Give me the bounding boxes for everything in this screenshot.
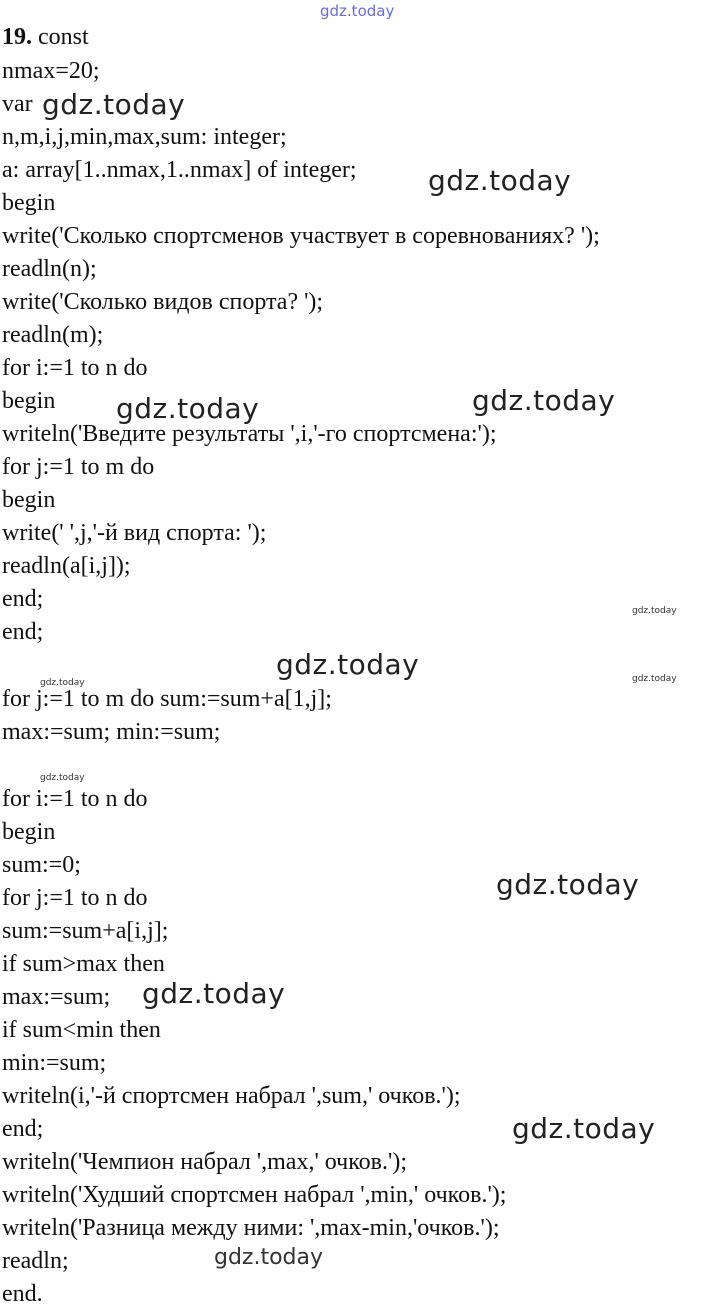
problem-number: 19.	[2, 24, 32, 50]
code-line-27: for j:=1 to n do	[2, 885, 148, 911]
code-line-15: begin	[2, 487, 56, 513]
code-line-18: end;	[2, 586, 44, 612]
code-line-2: nmax=20;	[2, 58, 100, 84]
code-text: const	[38, 24, 89, 50]
code-line-29: if sum>max then	[2, 951, 165, 977]
watermark: gdz.today	[40, 678, 85, 688]
code-line-32: min:=sum;	[2, 1050, 107, 1076]
watermark: gdz.today	[116, 392, 260, 425]
code-line-10: readln(m);	[2, 322, 104, 348]
watermark: gdz.today	[42, 88, 186, 121]
code-line-37: writeln('Разница между ними: ',max-min,'очков.');	[2, 1215, 500, 1241]
code-line-26: sum:=0;	[2, 852, 81, 878]
code-line-11: for i:=1 to n do	[2, 355, 148, 381]
code-line-14: for j:=1 to m do	[2, 454, 155, 480]
code-line-34: end;	[2, 1116, 44, 1142]
watermark: gdz.today	[142, 977, 286, 1010]
watermark: gdz.today	[496, 868, 640, 901]
code-line-25: begin	[2, 819, 56, 845]
watermark: gdz.today	[320, 2, 395, 20]
code-line-19: end;	[2, 619, 44, 645]
watermark: gdz.today	[276, 648, 420, 681]
watermark: gdz.today	[428, 164, 572, 197]
code-line-3: var	[2, 91, 33, 117]
code-line-33: writeln(i,'-й спортсмен набрал ',sum,' очков.');	[2, 1083, 461, 1109]
code-line-9: write('Сколько видов спорта? ');	[2, 289, 324, 315]
code-line-6: begin	[2, 190, 56, 216]
code-line-22: max:=sum; min:=sum;	[2, 719, 221, 745]
code-line-36: writeln('Худший спортсмен набрал ',min,' очков.');	[2, 1182, 507, 1208]
code-line-7: write('Сколько спортсменов участвует в соревнованиях? ');	[2, 223, 600, 249]
code-line-8: readln(n);	[2, 256, 97, 282]
code-line-12: begin	[2, 388, 56, 414]
watermark: gdz.today	[632, 674, 677, 684]
code-line-16: write(' ',j,'-й вид спорта: ');	[2, 520, 267, 546]
watermark: gdz.today	[512, 1112, 656, 1145]
watermark: gdz.today	[40, 773, 85, 783]
code-line-21: for j:=1 to m do sum:=sum+a[1,j];	[2, 686, 332, 712]
code-line-30: max:=sum;	[2, 984, 111, 1010]
watermark: gdz.today	[632, 606, 677, 616]
watermark: gdz.today	[214, 1245, 324, 1270]
code-line-31: if sum<min then	[2, 1017, 161, 1043]
code-line-35: writeln('Чемпион набрал ',max,' очков.');	[2, 1149, 407, 1175]
code-line-5: a: array[1..nmax,1..nmax] of integer;	[2, 157, 357, 183]
code-line-24: for i:=1 to n do	[2, 786, 148, 812]
code-line-28: sum:=sum+a[i,j];	[2, 918, 169, 944]
code-line-4: n,m,i,j,min,max,sum: integer;	[2, 124, 287, 150]
code-line-39: end.	[2, 1281, 43, 1307]
watermark: gdz.today	[472, 384, 616, 417]
code-line-13: writeln('Введите результаты ',i,'-го спортсмена:');	[2, 421, 497, 447]
code-line-38: readln;	[2, 1248, 69, 1274]
code-line-1	[2, 21, 89, 54]
code-line-17: readln(a[i,j]);	[2, 553, 131, 579]
